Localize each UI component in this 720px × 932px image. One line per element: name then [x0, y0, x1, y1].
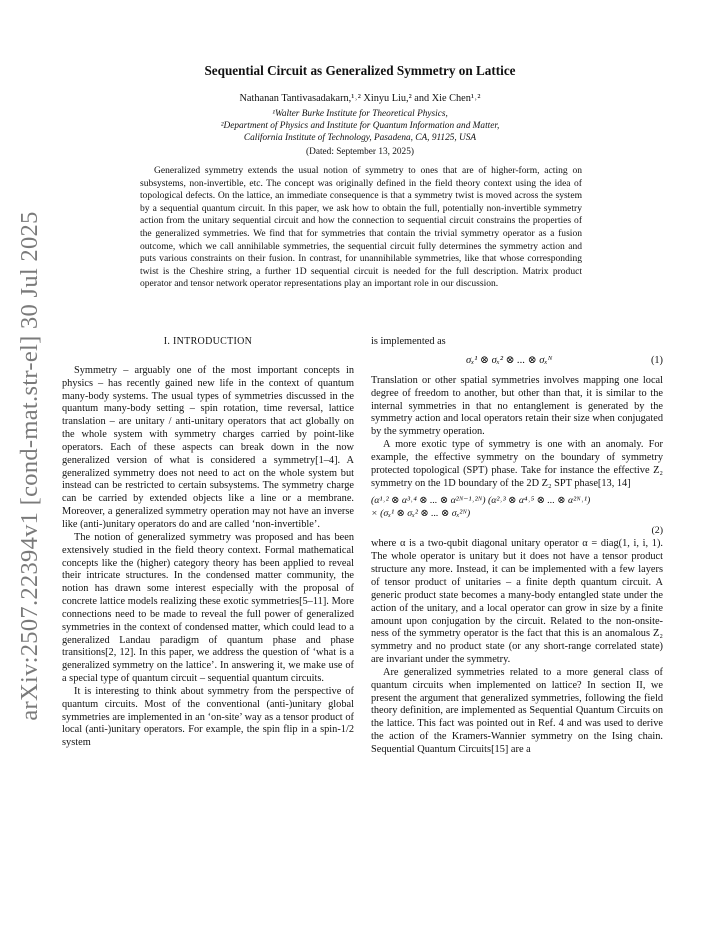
intro-paragraph-2: The notion of generalized symmetry was proposed and has been extensively studied in the field theory context. Formal mathematical concepts like the (higher) category theory has been applied to reveal their intricate structures. In the condensed matter community, the notion has drawn some interest especially with the proposal of concrete lattice models realizing these exotic symmetries[5–11]. More connections need to be made to reveal the full power of generalized symmetries in the context of condensed matter, which could lead to a generalized Landau paradigm of quantum phase and phase transitions[2, 12]. In this paper, we address the question of ‘what is a generalized symmetry on the lattice’. In answering it, we make use of a special type of quantum circuit – sequential quantum circuits.: [62, 531, 354, 685]
intro-paragraph-1: Symmetry – arguably one of the most important concepts in physics – has recently gained new life in the context of quantum many-body systems. The usual types of symmetries discussed in the quantum many-body setting – spin rotation, time reversal, lattice translation – are unitary / anti-unitary operators that act globally on the whole system with symmetry charges carried by point-like operators. Each of these aspects can break down in the now generalized version of what is considered a symmetry[1–4]. A generalized symmetry does not need to act on the whole system but instead can be restricted to certain subsystems. The symmetry charge can be carried by extended objects like a line or a membrane. Moreover, a generalized symmetry operation may not have an inverse like (anti-)unitary operators do and are called ‘non-invertible’.: [62, 364, 354, 530]
affiliation-3: California Institute of Technology, Pasadena, CA, 91125, USA: [243, 133, 477, 143]
right-paragraph-1: Translation or other spatial symmetries involves mapping one local degree of freedom to another, but other than that, it is similar to the internal symmetries in that no entanglement is generated by the symmetry action and local operators retain their size when conjugated by the symmetry operation.: [371, 374, 663, 438]
equation-2-number: (2): [651, 525, 663, 537]
author-list: Nathanan Tantivasadakarn,¹˒² Xinyu Liu,² and Xie Chen¹˒²: [239, 93, 481, 104]
dated-line: (Dated: September 13, 2025): [306, 147, 414, 157]
equation-1-body: σₓ¹ ⊗ σₓ² ⊗ ... ⊗ σₓᴺ: [466, 354, 553, 366]
eq1-lead: is implemented as: [371, 336, 446, 347]
right-paragraph-2: A more exotic type of symmetry is one with an anomaly. For example, the effective symmetry on the boundary of symmetry protected topological (SPT) phase. Take for instance the effective Z₂ symmetry on the 1D boundary of the 2D Z₂ SPT phase[13, 14]: [371, 439, 663, 489]
equation-1-number: (1): [650, 354, 663, 366]
abstract-text: Generalized symmetry extends the usual notion of symmetry to ones that are of higher-form, acting on subsystems, non-invertible, etc. The concept was originally defined in the field theory context using the idea of topological defects. On the lattice, an immediate consequence is that a symmetry twist is moved across the system by a sequential quantum circuit. In this paper, we ask how to obtain the full, potentially non-invertible symmetry action from the unitary sequential circuit and how the connection to sequential circuit constrains the properties of the generalized symmetries. We find that for symmetries that contain the trivial symmetry operator as a fusion outcome, which we call annihilable symmetries, the sequential circuit fully determines the symmetry action and puts various constraints on their fusion. In contrast, for unannihilable symmetries, like that whose corresponding twist is the Cheshire string, a further 1D sequential circuit is needed for the full description. Matrix product operator and tensor network operator representations play an important role in our discussion.: [140, 165, 582, 290]
section-heading: I. INTRODUCTION: [163, 336, 253, 347]
paper-title: Sequential Circuit as Generalized Symmetry on Lattice: [204, 63, 516, 78]
equation-2: [371, 494, 663, 537]
right-paragraph-3: where α is a two-qubit diagonal unitary operator α = diag(1, i, i, 1). The whole operator is unitary but it does not have a tensor product structure any more. Instead, it can be implemented with a few layers of tensor product of unitaries – a finite depth quantum circuit. A generic product state becomes a many-body entangled state under the action of the unitary, and a local operator can grow in size by a finite amount upon conjugation by the circuit. Related to the non-onsite-ness of the symmetry operator is the fact that this is an anomalous Z₂ symmetry and no product state (or any short-range correlated state) are invariant under the symmetry.: [371, 538, 663, 666]
right-column: [371, 336, 663, 757]
arxiv-side-stamp: arXiv:2507.22394v1 [cond-mat.str-el] 30 Jul 2025: [16, 211, 43, 721]
equation-2-line-2: × (σₓ¹ ⊗ σₓ² ⊗ ... ⊗ σₓ²ᴺ): [371, 508, 471, 520]
equation-1: [371, 349, 663, 375]
abstract: [140, 165, 582, 291]
affiliation-1: ¹Walter Burke Institute for Theoretical Physics,: [272, 109, 448, 119]
right-paragraph-4: Are generalized symmetries related to a more general class of quantum circuits when implemented on lattice? In section II, we present the argument that generalized symmetries, following the field theory definition, are implemented as Sequential Quantum Circuits on the lattice. This fact was pointed out in Ref. 4 and was used to derive the action of the Kramers-Wannier symmetry on the Ising chain. Sequential Quantum Circuits[15] are a: [371, 666, 663, 755]
intro-paragraph-3: It is interesting to think about symmetry from the perspective of quantum circuits. Most of the conventional (anti-)unitary global symmetries are implemented in an ‘on-site’ way as a tensor product of local (anti-)unitary operators. For example, the spin flip in a spin-1/2 system: [62, 685, 354, 749]
affiliation-2: ²Department of Physics and Institute for Quantum Information and Matter,: [220, 121, 500, 131]
left-column: [62, 336, 354, 750]
equation-2-line-1: (α¹˒² ⊗ α³˒⁴ ⊗ ... ⊗ α²ᴺ⁻¹˒²ᴺ) (α²˒³ ⊗ α⁴˒⁵ ⊗ ... ⊗ α²ᴺ˒¹): [371, 495, 591, 507]
